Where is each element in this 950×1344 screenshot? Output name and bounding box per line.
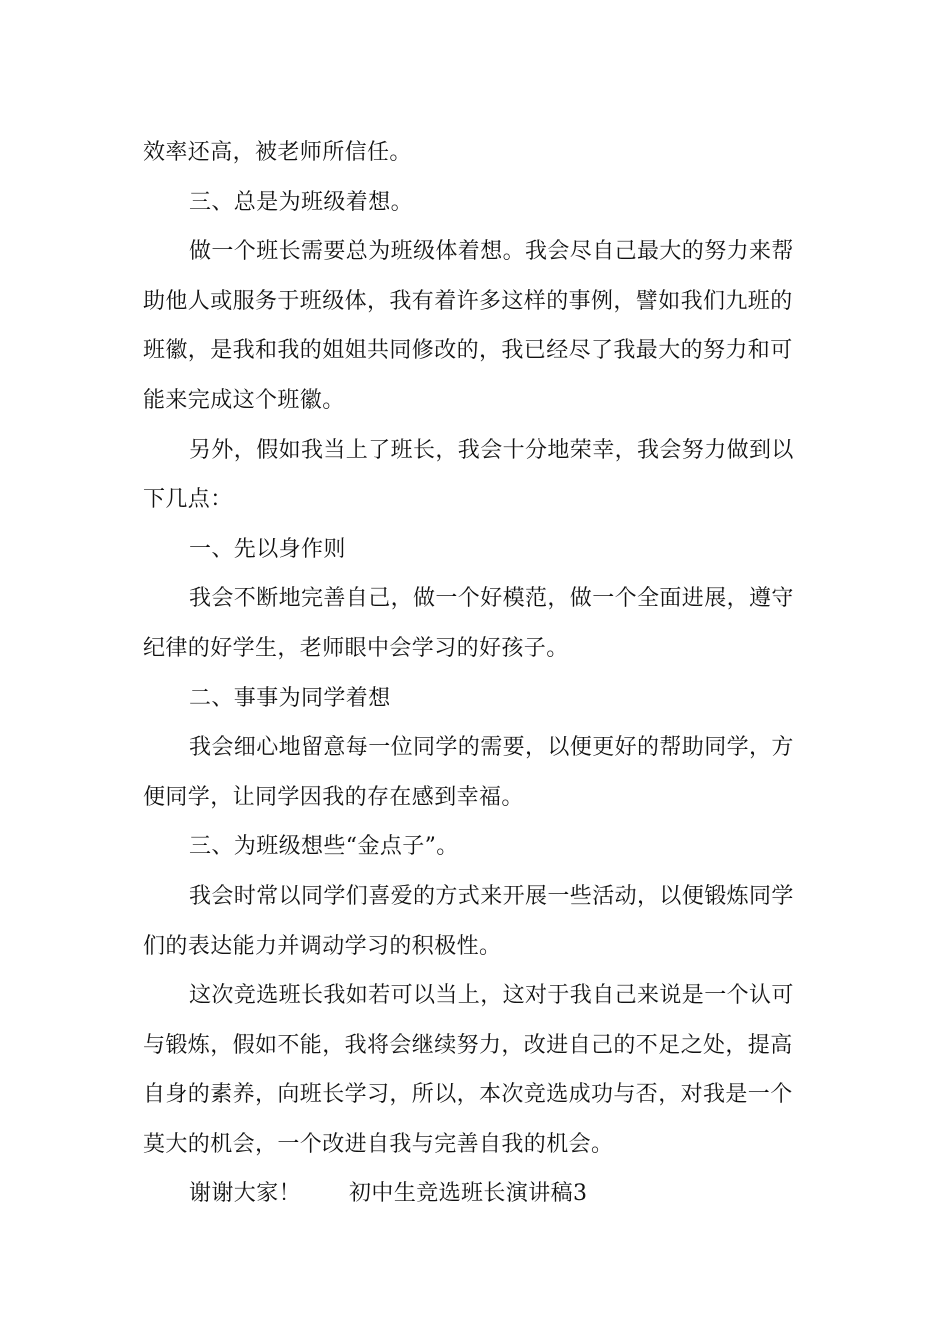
- paragraph-conclusion: 这次竞选班长我如若可以当上，这对于我自己来说是一个认可与锻炼，假如不能，我将会继续努力，改进自己的不足之处，提高自身的素养，向班长学习，所以，本次竞选成功与否，对我是一个莫大的机会，一个改进自我与完善自我的机会。: [143, 983, 794, 1157]
- heading-point-three-ideas: 三、为班级想些“金点子”。: [189, 834, 459, 860]
- paragraph-role-model: 我会不断地完善自己，做一个好模范，做一个全面进展，遵守纪律的好学生，老师眼中会学习的好孩子。: [143, 586, 794, 661]
- paragraph-continuation: 效率还高，被老师所信任。: [143, 140, 412, 165]
- paragraph-class-badge: 做一个班长需要总为班级体着想。我会尽自己最大的努力来帮助他人或服务于班级体，我有着许多这样的事例，譬如我们九班的班徽，是我和我的姐姐共同修改的，我已经尽了我最大的努力和可能来完成这个班徽。: [143, 239, 794, 413]
- heading-point-two: 二、事事为同学着想: [189, 685, 391, 711]
- closing-line: [143, 1169, 807, 1219]
- paragraph-help-classmates: 我会细心地留意每一位同学的需要，以便更好的帮助同学，方便同学，让同学因我的存在感到幸福。: [143, 735, 794, 810]
- document-body: [143, 128, 807, 1219]
- paragraph-activities: 我会时常以同学们喜爱的方式来开展一些活动，以便锻炼同学们的表达能力并调动学习的积极性。: [143, 883, 794, 959]
- closing-thanks: 谢谢大家！: [189, 1181, 302, 1207]
- heading-point-one: 一、先以身作则: [189, 536, 346, 562]
- heading-point-three-class: 三、总是为班级着想。: [189, 189, 414, 215]
- next-section-title: 初中生竞选班长演讲稿3: [349, 1181, 588, 1207]
- paragraph-if-elected: 另外，假如我当上了班长，我会十分地荣幸，我会努力做到以下几点：: [143, 437, 794, 513]
